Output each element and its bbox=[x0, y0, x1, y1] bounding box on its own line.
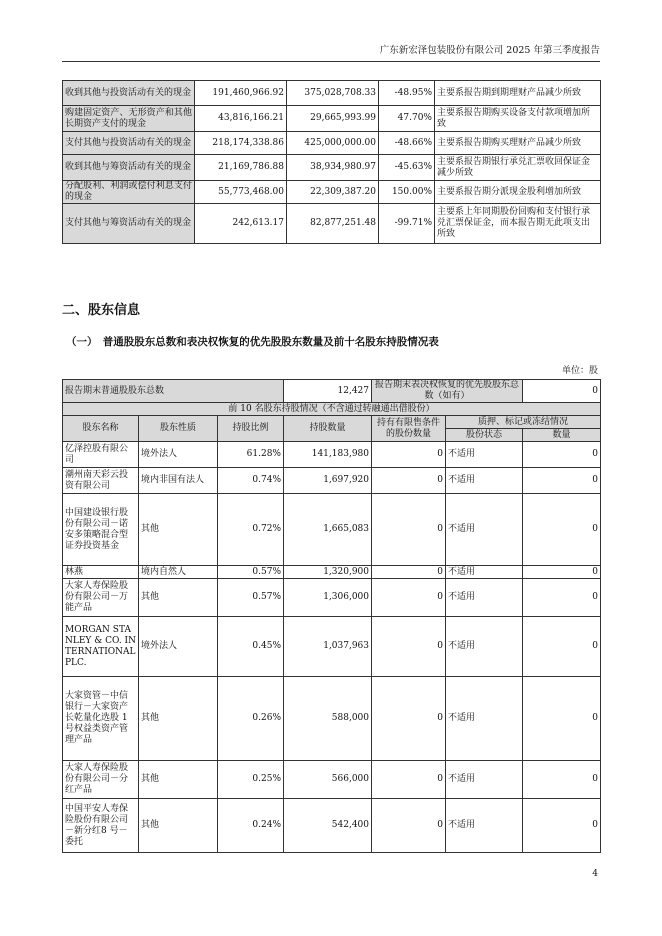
shareholder-name: 亿泽控股有限公司 bbox=[63, 442, 139, 468]
shareholder-qty: 1,306,000 bbox=[284, 579, 372, 617]
col-header-qty: 持股数量 bbox=[284, 416, 372, 442]
total-shareholders-label: 报告期末普通股股东总数 bbox=[63, 380, 284, 403]
cashflow-item: 支付其他与投资活动有关的现金 bbox=[63, 132, 195, 155]
shareholder-ratio: 0.24% bbox=[218, 799, 284, 853]
shareholder-restricted: 0 bbox=[372, 617, 446, 677]
cashflow-row bbox=[63, 204, 601, 244]
cashflow-change: -48.95% bbox=[379, 81, 435, 106]
cashflow-current: 43,816,166.21 bbox=[195, 106, 287, 132]
shareholder-name: 大家人寿保险股份有限公司－分红产品 bbox=[63, 761, 139, 799]
shareholder-nature: 境外法人 bbox=[139, 617, 218, 677]
shareholder-nature: 其他 bbox=[139, 761, 218, 799]
top10-title: 前 10 名股东持股情况（不含通过转融通出借股份） bbox=[63, 403, 601, 416]
shareholder-pledge-status: 不适用 bbox=[446, 579, 523, 617]
col-header-status: 股份状态 bbox=[446, 429, 523, 442]
col-header-nature: 股东性质 bbox=[139, 416, 218, 442]
shareholder-nature: 境内非国有法人 bbox=[139, 468, 218, 494]
shareholder-pledge-status: 不适用 bbox=[446, 677, 523, 761]
shareholder-pledge-count: 0 bbox=[523, 442, 601, 468]
shareholder-row bbox=[63, 761, 601, 799]
cashflow-current: 191,460,966.92 bbox=[195, 81, 287, 106]
shareholder-row bbox=[63, 494, 601, 566]
cashflow-item: 购建固定资产、无形资产和其他长期资产支付的现金 bbox=[63, 106, 195, 132]
shareholder-restricted: 0 bbox=[372, 799, 446, 853]
shareholder-pledge-count: 0 bbox=[523, 799, 601, 853]
cashflow-prior: 22,309,387.20 bbox=[287, 181, 379, 204]
shareholder-name: 大家人寿保险股份有限公司－万能产品 bbox=[63, 579, 139, 617]
cashflow-row bbox=[63, 81, 601, 106]
shareholder-pledge-status: 不适用 bbox=[446, 617, 523, 677]
cashflow-item: 收到其他与筹资活动有关的现金 bbox=[63, 155, 195, 181]
shareholder-nature: 其他 bbox=[139, 579, 218, 617]
shareholder-pledge-count: 0 bbox=[523, 579, 601, 617]
section-title: 二、股东信息 bbox=[62, 303, 141, 318]
cashflow-current: 55,773,468.00 bbox=[195, 181, 287, 204]
shareholder-restricted: 0 bbox=[372, 494, 446, 566]
cashflow-reason: 主要系报告期到期理财产品减少所致 bbox=[435, 81, 601, 106]
shareholder-restricted: 0 bbox=[372, 566, 446, 579]
shareholder-name: 林燕 bbox=[63, 566, 139, 579]
header-divider bbox=[62, 61, 600, 62]
cashflow-changes-table bbox=[62, 80, 601, 244]
shareholder-nature: 其他 bbox=[139, 677, 218, 761]
cashflow-current: 218,174,338.86 bbox=[195, 132, 287, 155]
shareholder-ratio: 0.72% bbox=[218, 494, 284, 566]
shareholder-row bbox=[63, 677, 601, 761]
shareholder-name: MORGAN STANLEY & CO. INTERNATIONAL PLC. bbox=[63, 617, 139, 677]
page-number: 4 bbox=[592, 869, 598, 879]
cashflow-current: 21,169,786.88 bbox=[195, 155, 287, 181]
shareholder-restricted: 0 bbox=[372, 468, 446, 494]
shareholder-pledge-count: 0 bbox=[523, 566, 601, 579]
shareholder-pledge-count: 0 bbox=[523, 617, 601, 677]
shareholder-row bbox=[63, 566, 601, 579]
cashflow-current: 242,613.17 bbox=[195, 204, 287, 244]
cashflow-reason: 主要系报告期购买设备支付款项增加所致 bbox=[435, 106, 601, 132]
subsection-title: （一） 普通股股东总数和表决权恢复的优先股股东数量及前十名股东持股情况表 bbox=[66, 336, 439, 348]
shareholder-name: 潮州南天彩云投资有限公司 bbox=[63, 468, 139, 494]
shareholder-ratio: 0.74% bbox=[218, 468, 284, 494]
col-header-ratio: 持股比例 bbox=[218, 416, 284, 442]
shareholder-pledge-status: 不适用 bbox=[446, 468, 523, 494]
shareholder-qty: 1,320,900 bbox=[284, 566, 372, 579]
cashflow-reason: 主要系报告期购买理财产品减少所致 bbox=[435, 132, 601, 155]
shareholder-restricted: 0 bbox=[372, 442, 446, 468]
col-header-restricted: 持有有限售条件的股份数量 bbox=[372, 416, 446, 442]
col-header-pledge: 质押、标记或冻结情况 bbox=[446, 416, 601, 429]
cashflow-item: 分配股利、利润或偿付利息支付的现金 bbox=[63, 181, 195, 204]
shareholder-pledge-status: 不适用 bbox=[446, 761, 523, 799]
shareholder-pledge-count: 0 bbox=[523, 494, 601, 566]
cashflow-prior: 425,000,000.00 bbox=[287, 132, 379, 155]
shareholder-nature: 其他 bbox=[139, 494, 218, 566]
header-row-1 bbox=[63, 416, 601, 429]
cashflow-item: 支付其他与筹资活动有关的现金 bbox=[63, 204, 195, 244]
cashflow-row bbox=[63, 155, 601, 181]
shareholder-row bbox=[63, 468, 601, 494]
shareholder-ratio: 0.57% bbox=[218, 579, 284, 617]
total-shareholders-value: 12,427 bbox=[284, 380, 372, 403]
shareholders-table bbox=[62, 379, 601, 853]
cashflow-reason: 主要系上年同期股份回购和支付银行承兑汇票保证金，而本报告期无此项支出所致 bbox=[435, 204, 601, 244]
cashflow-item: 收到其他与投资活动有关的现金 bbox=[63, 81, 195, 106]
shareholder-pledge-status: 不适用 bbox=[446, 799, 523, 853]
shareholder-restricted: 0 bbox=[372, 761, 446, 799]
preferred-shareholders-label: 报告期末表决权恢复的优先股股东总数（如有） bbox=[372, 380, 523, 403]
shareholder-name: 大家资管－中信银行－大家资产长乾量化选股 1 号权益类资产管理产品 bbox=[63, 677, 139, 761]
cashflow-prior: 38,934,980.97 bbox=[287, 155, 379, 181]
shareholder-qty: 566,000 bbox=[284, 761, 372, 799]
shareholder-row bbox=[63, 579, 601, 617]
shareholder-pledge-status: 不适用 bbox=[446, 442, 523, 468]
shareholder-qty: 1,037,963 bbox=[284, 617, 372, 677]
cashflow-row bbox=[63, 181, 601, 204]
shareholder-name: 中国平安人寿保险股份有限公司－新分红8 号－委托 bbox=[63, 799, 139, 853]
shareholder-qty: 542,400 bbox=[284, 799, 372, 853]
shareholder-ratio: 61.28% bbox=[218, 442, 284, 468]
unit-label: 单位：股 bbox=[561, 366, 598, 376]
shareholder-pledge-count: 0 bbox=[523, 761, 601, 799]
shareholder-nature: 境外法人 bbox=[139, 442, 218, 468]
shareholder-qty: 588,000 bbox=[284, 677, 372, 761]
shareholder-pledge-status: 不适用 bbox=[446, 494, 523, 566]
cashflow-row bbox=[63, 106, 601, 132]
shareholder-name: 中国建设银行股份有限公司－诺安多策略混合型证券投资基金 bbox=[63, 494, 139, 566]
page-header: 广东新宏泽包装股份有限公司 2025 年第三季度报告 bbox=[379, 45, 600, 56]
cashflow-prior: 82,877,251.48 bbox=[287, 204, 379, 244]
cashflow-change: -45.63% bbox=[379, 155, 435, 181]
cashflow-prior: 29,665,993.99 bbox=[287, 106, 379, 132]
shareholder-row bbox=[63, 442, 601, 468]
cashflow-change: -99.71% bbox=[379, 204, 435, 244]
shareholder-ratio: 0.26% bbox=[218, 677, 284, 761]
shareholder-ratio: 0.57% bbox=[218, 566, 284, 579]
shareholder-nature: 其他 bbox=[139, 799, 218, 853]
total-shareholders-row bbox=[63, 380, 601, 403]
cashflow-change: 47.70% bbox=[379, 106, 435, 132]
col-header-count: 数量 bbox=[523, 429, 601, 442]
shareholder-row bbox=[63, 799, 601, 853]
cashflow-reason: 主要系报告期分派现金股利增加所致 bbox=[435, 181, 601, 204]
shareholder-qty: 1,697,920 bbox=[284, 468, 372, 494]
cashflow-prior: 375,028,708.33 bbox=[287, 81, 379, 106]
shareholder-qty: 1,665,083 bbox=[284, 494, 372, 566]
cashflow-change: -48.66% bbox=[379, 132, 435, 155]
preferred-shareholders-value: 0 bbox=[523, 380, 601, 403]
shareholder-ratio: 0.45% bbox=[218, 617, 284, 677]
col-header-name: 股东名称 bbox=[63, 416, 139, 442]
cashflow-change: 150.00% bbox=[379, 181, 435, 204]
shareholder-nature: 境内自然人 bbox=[139, 566, 218, 579]
shareholder-restricted: 0 bbox=[372, 677, 446, 761]
cashflow-row bbox=[63, 132, 601, 155]
shareholder-pledge-status: 不适用 bbox=[446, 566, 523, 579]
cashflow-reason: 主要系报告期银行承兑汇票收回保证金减少所致 bbox=[435, 155, 601, 181]
shareholder-row bbox=[63, 617, 601, 677]
shareholder-qty: 141,183,980 bbox=[284, 442, 372, 468]
shareholder-pledge-count: 0 bbox=[523, 468, 601, 494]
shareholder-restricted: 0 bbox=[372, 579, 446, 617]
shareholder-ratio: 0.25% bbox=[218, 761, 284, 799]
top10-title-row bbox=[63, 403, 601, 416]
shareholder-pledge-count: 0 bbox=[523, 677, 601, 761]
